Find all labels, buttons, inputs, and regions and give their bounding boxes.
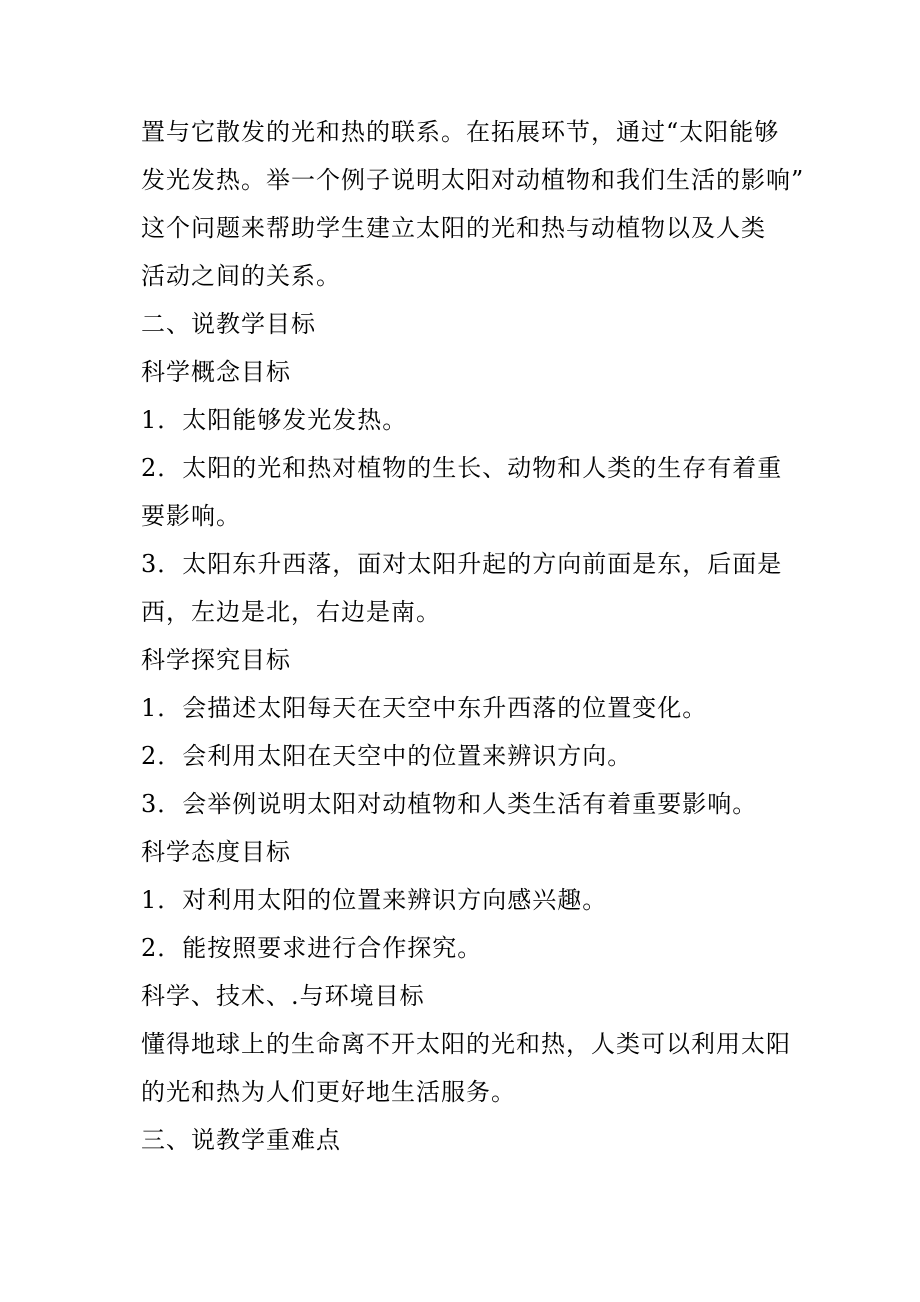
paragraph-line: 这个问题来帮助学生建立太阳的光和热与动植物以及人类 (141, 214, 766, 242)
subsection-heading: 科学探究目标 (141, 646, 291, 674)
list-item: 3．太阳东升西落，面对太阳升起的方向前面是东，后面是 (141, 550, 783, 578)
document-body (141, 108, 805, 1164)
paragraph-line: 置与它散发的光和热的联系。在拓展环节，通过“太阳能够 (141, 118, 780, 146)
subsection-heading: 科学、技术、.与环境目标 (141, 982, 425, 1010)
paragraph-line: 活动之间的关系。 (141, 262, 341, 290)
subsection-heading: 科学概念目标 (141, 358, 291, 386)
list-item-continuation: 要影响。 (141, 502, 241, 530)
paragraph-line: 的光和热为人们更好地生活服务。 (141, 1078, 516, 1106)
list-item-continuation: 西，左边是北，右边是南。 (141, 598, 441, 626)
list-item: 1．太阳能够发光发热。 (141, 406, 408, 434)
list-item: 2．太阳的光和热对植物的生长、动物和人类的生存有着重 (141, 454, 783, 482)
list-item: 1．会描述太阳每天在天空中东升西落的位置变化。 (141, 694, 708, 722)
paragraph-line: 发光发热。举一个例子说明太阳对动植物和我们生活的影响” (141, 166, 805, 194)
list-item: 1．对利用太阳的位置来辨识方向感兴趣。 (141, 886, 608, 914)
list-item: 2．会利用太阳在天空中的位置来辨识方向。 (141, 742, 633, 770)
list-item: 2．能按照要求进行合作探究。 (141, 934, 483, 962)
section-heading: 三、说教学重难点 (141, 1126, 341, 1154)
list-item: 3．会举例说明太阳对动植物和人类生活有着重要影响。 (141, 790, 758, 818)
section-heading: 二、说教学目标 (141, 310, 316, 338)
paragraph-line: 懂得地球上的生命离不开太阳的光和热，人类可以利用太阳 (141, 1030, 791, 1058)
subsection-heading: 科学态度目标 (141, 838, 291, 866)
